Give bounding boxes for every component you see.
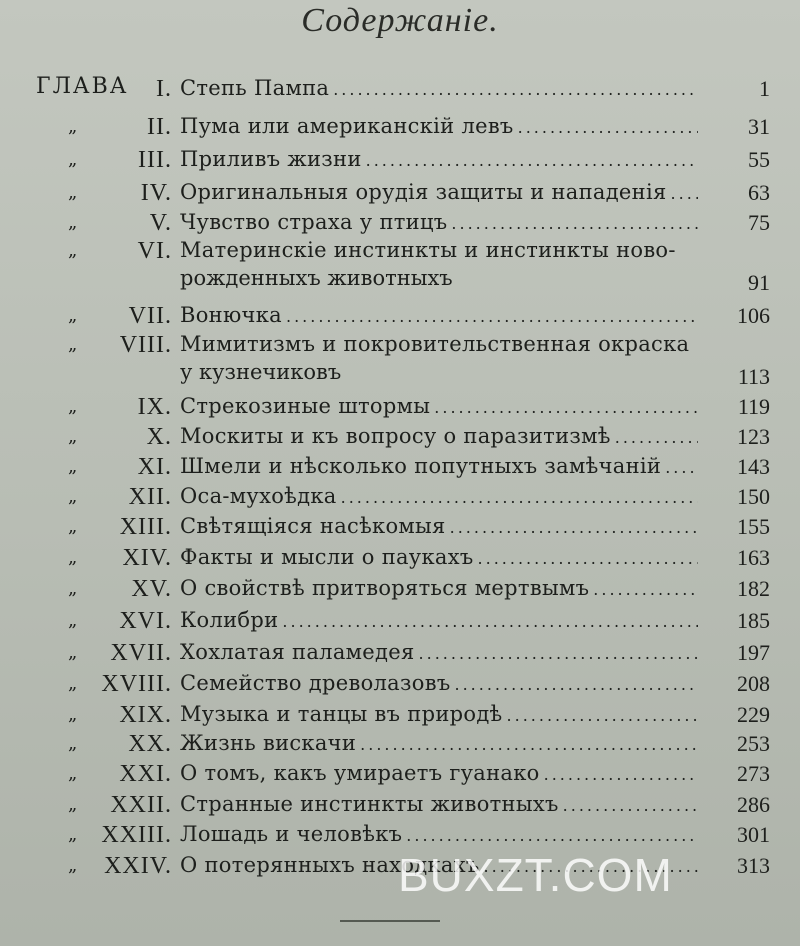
ditto-mark: „ xyxy=(68,334,78,355)
toc-entry xyxy=(0,424,800,454)
toc-entry xyxy=(0,332,800,389)
page-number: 1 xyxy=(759,76,770,101)
chapter-title: О томъ, какъ умираетъ гуанако xyxy=(180,761,540,785)
chapter-title: Пума или американскій левъ xyxy=(180,114,514,138)
page-number: 91 xyxy=(748,270,770,295)
ditto-mark: „ xyxy=(68,240,78,261)
dot-leader xyxy=(507,706,698,725)
chapter-number: I. xyxy=(156,76,172,102)
chapter-number: XVI. xyxy=(119,608,172,634)
ditto-mark: „ xyxy=(68,456,78,477)
chapter-number: XIV. xyxy=(122,545,172,571)
dot-leader xyxy=(434,398,698,417)
dot-leader xyxy=(454,675,698,694)
toc-entry xyxy=(0,608,800,638)
dot-leader xyxy=(360,735,698,754)
chapter-title: Вонючка xyxy=(180,303,282,327)
chapter-number: VIII. xyxy=(119,332,172,358)
chapter-title: Странные инстинкты животныхъ xyxy=(180,792,559,816)
chapter-number: XIX. xyxy=(119,702,172,728)
glava-label: ГЛАВА xyxy=(36,74,129,99)
chapter-number: IX. xyxy=(137,394,172,420)
ditto-mark: „ xyxy=(68,116,78,137)
page-number: 313 xyxy=(737,853,770,878)
ditto-mark: „ xyxy=(68,610,78,631)
toc-entry xyxy=(0,484,800,514)
ditto-mark: „ xyxy=(68,182,78,203)
ditto-mark: „ xyxy=(68,149,78,170)
chapter-title-continued: у кузнечиковъ xyxy=(180,360,342,384)
page-number: 229 xyxy=(737,702,770,727)
page-number: 301 xyxy=(737,822,770,847)
page-number: 31 xyxy=(748,114,770,139)
chapter-title: Стрекозиные штормы xyxy=(180,394,431,418)
page-number: 155 xyxy=(737,514,770,539)
ditto-mark: „ xyxy=(68,673,78,694)
toc-entry xyxy=(0,454,800,484)
chapter-number: II. xyxy=(147,114,172,140)
page-number: 55 xyxy=(748,147,770,172)
ditto-mark: „ xyxy=(68,212,78,233)
chapter-number: XV. xyxy=(131,576,172,602)
toc-entry xyxy=(0,576,800,606)
chapter-title: О потерянныхъ находкахъ xyxy=(180,853,480,877)
chapter-number: XIII. xyxy=(119,514,172,540)
page-number: 286 xyxy=(737,792,770,817)
toc-entry xyxy=(0,761,800,791)
ditto-mark: „ xyxy=(68,824,78,845)
page-number: 75 xyxy=(748,210,770,235)
ditto-mark: „ xyxy=(68,704,78,725)
dot-leader xyxy=(341,488,698,507)
page-number: 63 xyxy=(748,180,770,205)
toc-entry xyxy=(0,394,800,424)
chapter-number: IV. xyxy=(140,180,172,206)
toc-entry xyxy=(0,147,800,177)
page-number: 143 xyxy=(737,454,770,479)
chapter-title: Приливъ жизни xyxy=(180,147,362,171)
toc-entry xyxy=(0,76,800,106)
chapter-title: О свойствѣ притворяться мертвымъ xyxy=(180,576,590,600)
chapter-title: Шмели и нѣсколько попутныхъ замѣчаній xyxy=(180,454,662,478)
chapter-title: Семейство древолазовъ xyxy=(180,671,451,695)
chapter-title: Степь Пампа xyxy=(180,76,330,100)
toc-entry xyxy=(0,640,800,670)
ditto-mark: „ xyxy=(68,578,78,599)
page-number: 208 xyxy=(737,671,770,696)
watermark: BUXZT.COM xyxy=(398,849,673,901)
dot-leader xyxy=(419,644,698,663)
page-number: 273 xyxy=(737,761,770,786)
chapter-title: Колибри xyxy=(180,608,279,632)
toc-entry xyxy=(0,702,800,732)
dot-leader xyxy=(366,151,698,170)
dot-leader xyxy=(478,549,698,568)
chapter-title: Материнскіе инстинкты и инстинкты ново- xyxy=(180,238,676,262)
dot-leader xyxy=(593,580,698,599)
toc-entry xyxy=(0,514,800,544)
dot-leader xyxy=(518,118,698,137)
chapter-number: XXIII. xyxy=(101,822,172,848)
toc-entry xyxy=(0,303,800,333)
dot-leader xyxy=(615,428,698,447)
chapter-number: XXII. xyxy=(110,792,172,818)
dot-leader xyxy=(282,612,698,631)
ditto-mark: „ xyxy=(68,547,78,568)
chapter-title: Жизнь вискачи xyxy=(180,731,357,755)
dot-leader xyxy=(544,765,698,784)
page-number: 113 xyxy=(737,364,770,389)
chapter-number: XVII. xyxy=(110,640,172,666)
chapter-number: XVIII. xyxy=(101,671,172,697)
chapter-title: Мимитизмъ и покровительственная окраска xyxy=(180,332,690,356)
page-number: 106 xyxy=(737,303,770,328)
chapter-number: VI. xyxy=(137,238,172,264)
ditto-mark: „ xyxy=(68,486,78,507)
ditto-mark: „ xyxy=(68,733,78,754)
ditto-mark: „ xyxy=(68,642,78,663)
chapter-number: X. xyxy=(146,424,172,450)
ditto-mark: „ xyxy=(68,426,78,447)
chapter-title: Москиты и къ вопросу о паразитизмѣ xyxy=(180,424,611,448)
chapter-number: XII. xyxy=(128,484,172,510)
chapter-number: III. xyxy=(138,147,172,173)
ditto-mark: „ xyxy=(68,794,78,815)
toc-entry xyxy=(0,210,800,240)
dot-leader xyxy=(406,826,698,845)
page-number: 150 xyxy=(737,484,770,509)
page-number: 123 xyxy=(737,424,770,449)
toc-entry xyxy=(0,671,800,701)
dot-leader xyxy=(451,214,698,233)
ditto-mark: „ xyxy=(68,763,78,784)
chapter-number: XX. xyxy=(128,731,172,757)
toc-entry xyxy=(0,238,800,295)
ditto-mark: „ xyxy=(68,516,78,537)
page-number: 185 xyxy=(737,608,770,633)
dot-leader xyxy=(286,307,698,326)
chapter-title: Хохлатая паламедея xyxy=(180,640,415,664)
chapter-number: VII. xyxy=(128,303,172,329)
chapter-title: Лошадь и человѣкъ xyxy=(180,822,403,846)
chapter-title: Свѣтящіяся насѣкомыя xyxy=(180,514,446,538)
chapter-number: XI. xyxy=(137,454,172,480)
chapter-number: XXI. xyxy=(119,761,172,787)
toc-entry xyxy=(0,180,800,210)
ditto-mark: „ xyxy=(68,396,78,417)
chapter-title-continued: рожденныхъ животныхъ xyxy=(180,266,453,290)
chapter-number: XXIV. xyxy=(104,853,172,879)
chapter-title: Оса-мухоѣдка xyxy=(180,484,337,508)
dot-leader xyxy=(563,796,698,815)
dot-leader xyxy=(450,518,698,537)
ditto-mark: „ xyxy=(68,305,78,326)
page-number: 253 xyxy=(737,731,770,756)
chapter-title: Музыка и танцы въ природѣ xyxy=(180,702,503,726)
page-number: 197 xyxy=(737,640,770,665)
page-number: 182 xyxy=(737,576,770,601)
toc-entry xyxy=(0,545,800,575)
page-number: 163 xyxy=(737,545,770,570)
page-title: Содержаніе. xyxy=(301,2,499,39)
toc-entry xyxy=(0,731,800,761)
divider xyxy=(340,920,440,922)
dot-leader xyxy=(333,80,698,99)
chapter-number: V. xyxy=(149,210,172,236)
chapter-title: Факты и мысли о паукахъ xyxy=(180,545,474,569)
page-number: 119 xyxy=(737,394,770,419)
toc-entry xyxy=(0,114,800,144)
ditto-mark: „ xyxy=(68,855,78,876)
toc-entry xyxy=(0,792,800,822)
chapter-title: Чувство страха у птицъ xyxy=(180,210,448,234)
chapter-title: Оригинальныя орудія защиты и нападенія xyxy=(180,180,667,204)
